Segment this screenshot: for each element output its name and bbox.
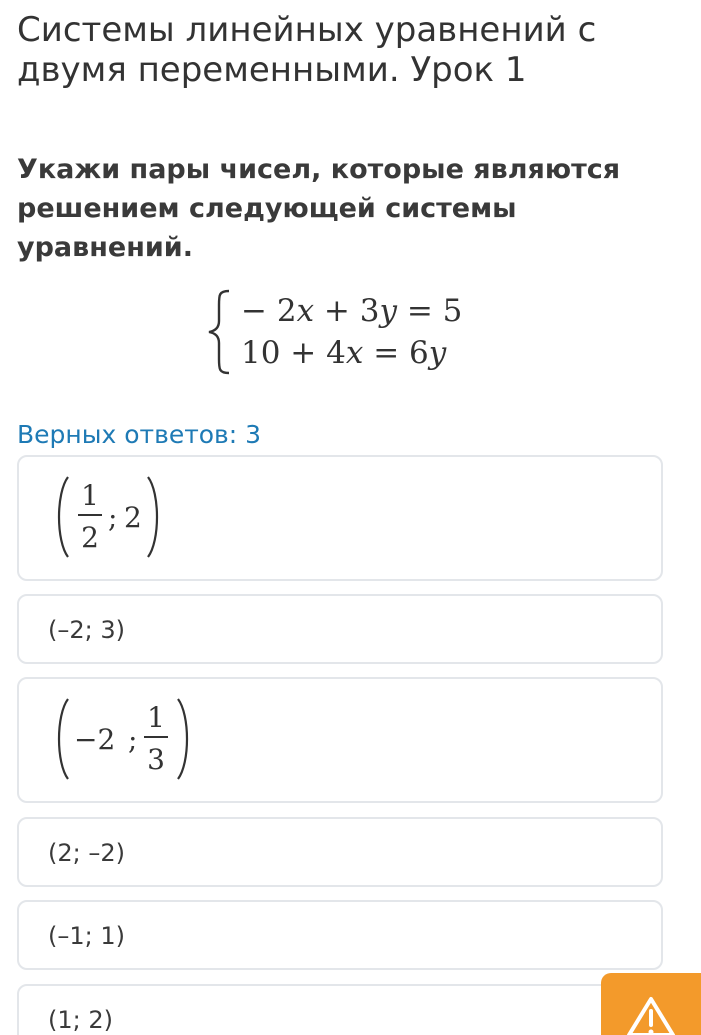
answer-option-6[interactable] bbox=[17, 984, 663, 1035]
option-1-denominator: 2 bbox=[81, 521, 99, 554]
option-6-label: (1; 2) bbox=[48, 1006, 113, 1034]
svg-text:;: ; bbox=[108, 501, 118, 534]
equation-system bbox=[205, 287, 525, 377]
option-5-label: (–1; 1) bbox=[48, 922, 125, 950]
option-3-math bbox=[52, 693, 212, 785]
question-text: Укажи пары чисел, которые являются решением следующей системы уравнений. bbox=[17, 154, 621, 263]
option-1-second: 2 bbox=[124, 501, 142, 534]
option-2-label: (–2; 3) bbox=[48, 616, 125, 644]
option-3-denominator: 3 bbox=[147, 743, 165, 776]
option-3-first: −2 bbox=[74, 723, 116, 756]
answer-option-4[interactable] bbox=[17, 817, 663, 887]
warning-icon bbox=[601, 973, 701, 1035]
svg-text:;: ; bbox=[128, 723, 138, 756]
curly-brace bbox=[205, 287, 235, 377]
option-3-numerator: 1 bbox=[147, 701, 165, 734]
answer-option-3[interactable] bbox=[17, 677, 663, 803]
report-button[interactable] bbox=[601, 973, 701, 1035]
page-title: Системы линейных уравнений с двумя переменными. Урок 1 bbox=[17, 10, 597, 90]
correct-answers-count: Верных ответов: 3 bbox=[17, 420, 262, 449]
answer-option-1[interactable] bbox=[17, 455, 663, 581]
equation-line-2: 10 + 4x = 6y bbox=[241, 335, 447, 371]
option-1-numerator: 1 bbox=[81, 479, 99, 512]
answer-option-2[interactable] bbox=[17, 594, 663, 664]
option-4-label: (2; –2) bbox=[48, 839, 125, 867]
answer-option-5[interactable] bbox=[17, 900, 663, 970]
option-1-math bbox=[52, 471, 182, 563]
equation-line-1: − 2x + 3y = 5 bbox=[241, 293, 463, 329]
